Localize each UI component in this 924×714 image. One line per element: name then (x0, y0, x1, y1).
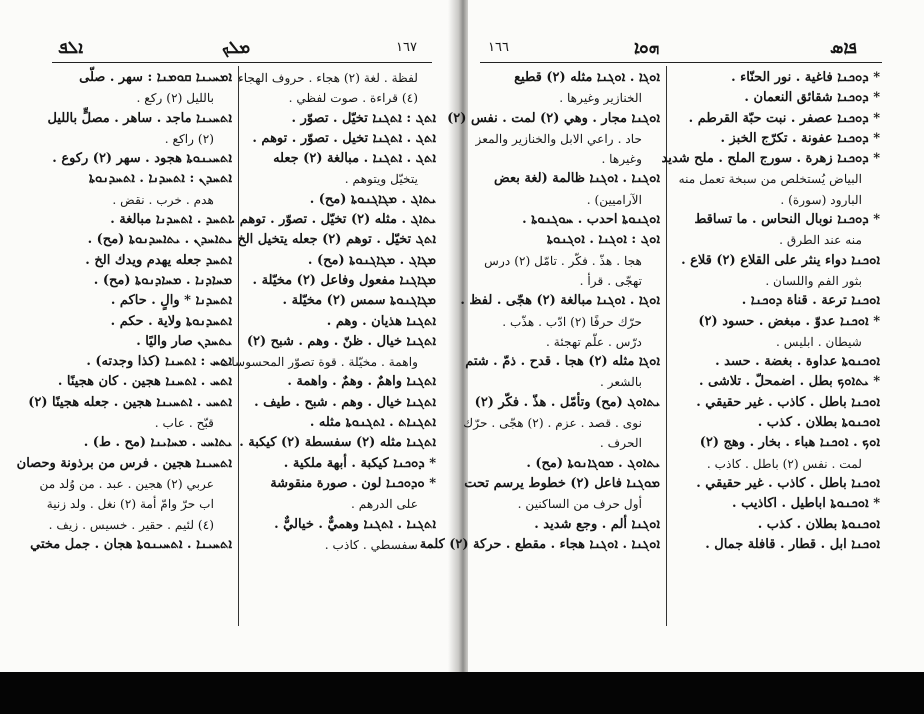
dictionary-line: عربي (٢) هجين . عبد . من وُلد من (39, 476, 214, 491)
dictionary-line: * ܘܕܘܟܢܐ لون . صورة منقوشة (270, 475, 436, 491)
right-page-header-rule (480, 62, 882, 63)
left-page-left-column (16, 68, 232, 555)
right-page-number: ١٦٦ (488, 40, 509, 55)
right-page-header-word: ܦܐܣ (830, 38, 857, 58)
dictionary-line: ܐܘܟܢܐ ترعة . قناة ܕܘܟܢܐ . (741, 293, 880, 309)
dictionary-line: حرّك حرفًا (٢) ادّب . هذّب . (502, 314, 642, 329)
left-page-number: ١٦٧ (396, 40, 417, 55)
dictionary-line: الآراميين) . (586, 192, 642, 207)
dictionary-line: ܐܬܓܢܐܬ . ܐܬܓܢܘܬܐ مثله . (309, 415, 436, 431)
dictionary-line: ܐܘܓܐ مثله (٢) هجا . قدح . ذمّ . شتم (465, 354, 660, 370)
dictionary-line: ܐܬܚ . ܐܬܚܢܐ هجين . كان هجينًا . (57, 374, 232, 390)
left-page (0, 0, 458, 672)
left-page-header-word: ܐܠܦ (58, 38, 84, 58)
dictionary-line: ܐܬܓ : ܐܬܓܢܐ تخيّل . تصوّر . (291, 110, 436, 126)
dictionary-line: وغيرها . (601, 152, 642, 167)
dictionary-line: شيطان . ابليس . (776, 334, 862, 349)
dictionary-line: حاد . راعي الابل والخنازير والمعز (475, 131, 642, 146)
dictionary-line: * ܕܘܟܢܐ عصفر . نبت حبّة القرطم . (688, 110, 880, 126)
dictionary-line: ܐܬܚ : ܐܬܚܢܐ (كذا وجدته) . (86, 354, 232, 370)
dictionary-line: ܐܬܚܝܢܐ . ܐܬܚܝܢܘܬܐ هجان . جمل مختي (30, 536, 232, 552)
dictionary-line: ܐܘܟܢܘܬܐ بطلان . كذب . (757, 415, 880, 431)
dictionary-line: هجا . هذّ . فكّر . تامّل (٢) درس (484, 253, 642, 268)
dictionary-line: ܐܬܓ تخيّل . توهم (٢) جعله يتخيل الخ . (228, 232, 436, 248)
dictionary-line: البياض يُستخلص من سبخة تعمل منه (678, 172, 862, 187)
right-page-right-column (661, 68, 880, 555)
left-page-column-divider (238, 66, 239, 626)
dictionary-line: البارود (سورة) . (780, 192, 862, 207)
dictionary-line: * ܕܘܟܢܐ زهرة . سورج الملح . ملح شديد (661, 151, 880, 167)
dictionary-line: ܐܘܓܢܐ مجار . وهي (٢) لمت . نفس (٢) (447, 110, 660, 126)
dictionary-line: على الدرهم . (350, 497, 418, 512)
dictionary-line: نوى . قصد . عزم . (٢) هجّى . حرّك (463, 416, 642, 431)
dictionary-line: تهجّى . قرأ . (579, 273, 642, 288)
dictionary-line: (٤) قراءة . صوت لفظي . (288, 91, 418, 106)
dictionary-line: ܐܘܟܢܐ ابل . قطار . قافلة جمال . (705, 536, 880, 552)
dictionary-line: ܐܡܚܝܢܐ ܩܘܡܢܐ : سهر . صلّى (79, 70, 232, 85)
dictionary-line: ܡܘܓܢܐ فاعل (٢) خطوط يرسم تحت (464, 475, 660, 491)
dictionary-line: ܡܓܐܓ . ܡܓܐܓܢܘܬܐ (مح) . (307, 252, 436, 268)
dictionary-line: ܐܬܓܢܐ خيال . وهم . شبح . طيف . (254, 394, 436, 410)
dictionary-line: ܐܘܟܢܐ دواء ينثر على القلاع (٢) قلاع . (681, 252, 880, 268)
dictionary-line: ܐܘܟܢܐ باطل . كاذب . غير حقيقي . (696, 394, 880, 410)
dictionary-line: * ܐܘܟܢܐ عدوّ . مبغض . حسود (٢) (698, 313, 880, 329)
left-page-running-title: ܡܠܟ (222, 38, 251, 58)
dictionary-line: ܝܬܐܚܕܢ . ܝܬܐܚܕܢܘܬܐ (مح) . (87, 232, 232, 248)
right-page (410, 0, 924, 672)
dictionary-line: ܝܬܐܓ . مثله (٢) تخيّل . تصوّر . توهم . (230, 212, 436, 228)
left-page-right-column (212, 68, 436, 555)
dictionary-line: ܐܬܓܢܐ واهمٌ . وهمٌ . واهمة . (287, 374, 436, 390)
dictionary-line: يتخيّل ويتوهم . (344, 172, 418, 187)
dictionary-line: (٢) راكع . (164, 131, 214, 146)
dictionary-line: ܡܓܐܓܢܘܬܐ سمس (٢) مخيّلة . (282, 293, 436, 309)
dictionary-line: سفسطي . كاذب . (324, 537, 418, 552)
dictionary-line: ܐܬܚܝܢܐ ماجد . ساهر . مصلٍّ بالليل (47, 110, 232, 126)
scan-bottom-edge (0, 672, 924, 714)
dictionary-line: ܐܘܓܐ . ܐܘܓܢܐ مبالغة (٢) هجّى . لفظ . (460, 293, 660, 309)
dictionary-line: ܐܬܚܕܢ : ܐܬܚܕܢܐ . ܐܬܚܕܢܘܬܐ (88, 171, 232, 187)
dictionary-line: ܐܘܓܢܘܬܐ احدب . ܚܘܓܢܘܬܐ . (522, 212, 660, 228)
dictionary-line: ܐܬܓܢܐ مثله (٢) سفسطة (٢) كيكبة . (239, 435, 436, 451)
dictionary-line: ܐܬܓ . ܐܬܓܢܐ تخيل . تصوّر . توهم . (252, 130, 436, 146)
dictionary-line: بالشعر . (599, 375, 642, 390)
dictionary-line: * ܝܬܐܘܟ بطل . اضمحلّ . تلاشى . (698, 374, 880, 390)
dictionary-line: قبّح . عاب . (154, 416, 214, 431)
dictionary-line: ܐܬܚܕ جعله يهدم ويدك الخ . (85, 252, 232, 268)
dictionary-line: ܐܬܓܢܐ خيال . ظنّ . وهم . شبح (٢) (246, 333, 436, 349)
dictionary-line: أول حرف من الساكنين . (517, 497, 642, 512)
dictionary-line: ܐܬܚܝ . ܐܬܚܝܢܐ هجين . جعله هجينًا (٢) (28, 394, 232, 410)
dictionary-line: * ܕܘܟܢܐ عفونة . تكرّج الخبز . (720, 130, 880, 146)
dictionary-line: ܐܬܚܕܢܘܬܐ ولاية . حكم . (110, 313, 232, 329)
dictionary-line: بالليل (٢) ركع . (136, 91, 214, 106)
dictionary-line: * ܐܘܟܢܘܬܐ اباطيل . اكاذيب . (732, 496, 880, 512)
dictionary-line: ܐܘܟܢܐ باطل . كاذب . غير حقيقي . (696, 475, 880, 491)
dictionary-line: ܐܘܟܢܘܬܐ بطلان . كذب . (757, 516, 880, 532)
dictionary-line: بثور الفم واللسان . (765, 273, 862, 288)
dictionary-line: ܝܬܐܚܝ . ܡܚܐܝܢܐ (مح . ط) . (83, 435, 232, 451)
dictionary-line: ܝܬܐܘܓ . ܡܘܓܐܢܘܬܐ (مح) . (526, 455, 660, 471)
dictionary-line: * ܕܘܟܢܐ نوبال النحاس . ما تساقط (694, 212, 880, 228)
dictionary-line: ܐܘܓ : ܐܘܓܢܐ . ܐܘܓܢܘܬܐ (546, 232, 660, 248)
dictionary-line: منه عند الطرق . (779, 233, 862, 248)
dictionary-line: هدم . خرب . نقض . (112, 192, 214, 207)
dictionary-line: ܝܬܐܘܓ (مح) وتأمّل . هذّ . فكّر (٢) (474, 394, 660, 410)
dictionary-line: ܝܬܚܕܢ صار واليًا . (136, 333, 232, 349)
dictionary-line: ܐܬܚܝܢܘܬܐ هجود . سهر (٢) ركوع . (52, 151, 232, 167)
dictionary-line: ܡܓܐܓܢܐ مفعول وفاعل (٢) مخيّلة . (252, 272, 436, 288)
dictionary-line: واهمة . مخيّلة . قوة تصوّر المحسوسات . (212, 355, 418, 370)
dictionary-line: ܐܬܚܝܢܐ هجين . فرس من برذونة وحصان (16, 455, 232, 471)
dictionary-line: الخنازير وغيرها . (559, 91, 642, 106)
dictionary-line: ܐܘܟ . ܐܘܟܢܐ هباء . بخار . وهج (٢) (699, 435, 880, 451)
dictionary-line: اب حرّ وامّ أمة (٢) نغل . ولد زنية (46, 497, 214, 512)
dictionary-line: ܐܬܓܢܐ . ܐܬܓܢܐ وهميٌّ . خياليٌّ . (274, 516, 436, 532)
dictionary-line: الحرف . (599, 436, 642, 451)
dictionary-line: ܐܘܓܐ . ܐܘܓܢܐ مثله (٢) قطيع (514, 70, 660, 85)
dictionary-line: درّس . علّم تهجئة . (546, 334, 642, 349)
dictionary-line: ܐܘܓܢܐ ألم . وجع شديد . (534, 516, 660, 532)
dictionary-line: ܡܚܐܕܢܐ . ܡܚܐܕܢܘܬܐ (مح) . (93, 272, 232, 288)
dictionary-line: (٤) لئيم . حقير . خسيس . زيف . (48, 517, 214, 532)
left-page-header-rule (52, 62, 432, 63)
dictionary-line: ܐܘܟܢܘܬܐ عداوة . بغضة . حسد . (715, 354, 880, 370)
dictionary-line: ܝܬܐܓ . ܡܓܐܓܢܘܬܐ (مح) . (309, 191, 436, 207)
right-page-left-column (410, 68, 660, 555)
dictionary-line: ܐܬܚܕ . ܐܬܚܕܢܐ مبالغة . (110, 212, 232, 228)
dictionary-line: * ܕܘܟܢܐ فاغية . نور الحنّاء . (731, 70, 880, 85)
dictionary-line: ܐܬܚܕܢܐ * والٍ . حاكم . (110, 293, 232, 309)
dictionary-line: ܐܘܓܢܐ . ܐܘܓܢܐ ظالمة (لغة بعض (494, 171, 660, 187)
dictionary-line: ܐܘܓܢܐ . ܐܘܓܢܐ هجاء . مقطع . حركة (٢) كلمة . (410, 536, 660, 552)
dictionary-line: ܐܬܓ . ܐܬܓܢܐ . مبالغة (٢) جعله (273, 151, 436, 167)
dictionary-line: ܐܬܓܢܐ هذيان . وهم . (326, 313, 436, 329)
dictionary-line: لفظة . لغة (٢) هجاء . حروف الهجاء (237, 71, 418, 85)
dictionary-line: * ܕܘܟܢܐ كيكبة . أبهة ملكية . (283, 455, 436, 471)
dictionary-line: لمت . نفس (٢) باطل . كاذب . (706, 456, 862, 471)
dictionary-line: * ܕܘܟܢܐ شقائق النعمان . (744, 90, 880, 106)
right-page-running-title: ܗܘܐ (634, 38, 660, 58)
